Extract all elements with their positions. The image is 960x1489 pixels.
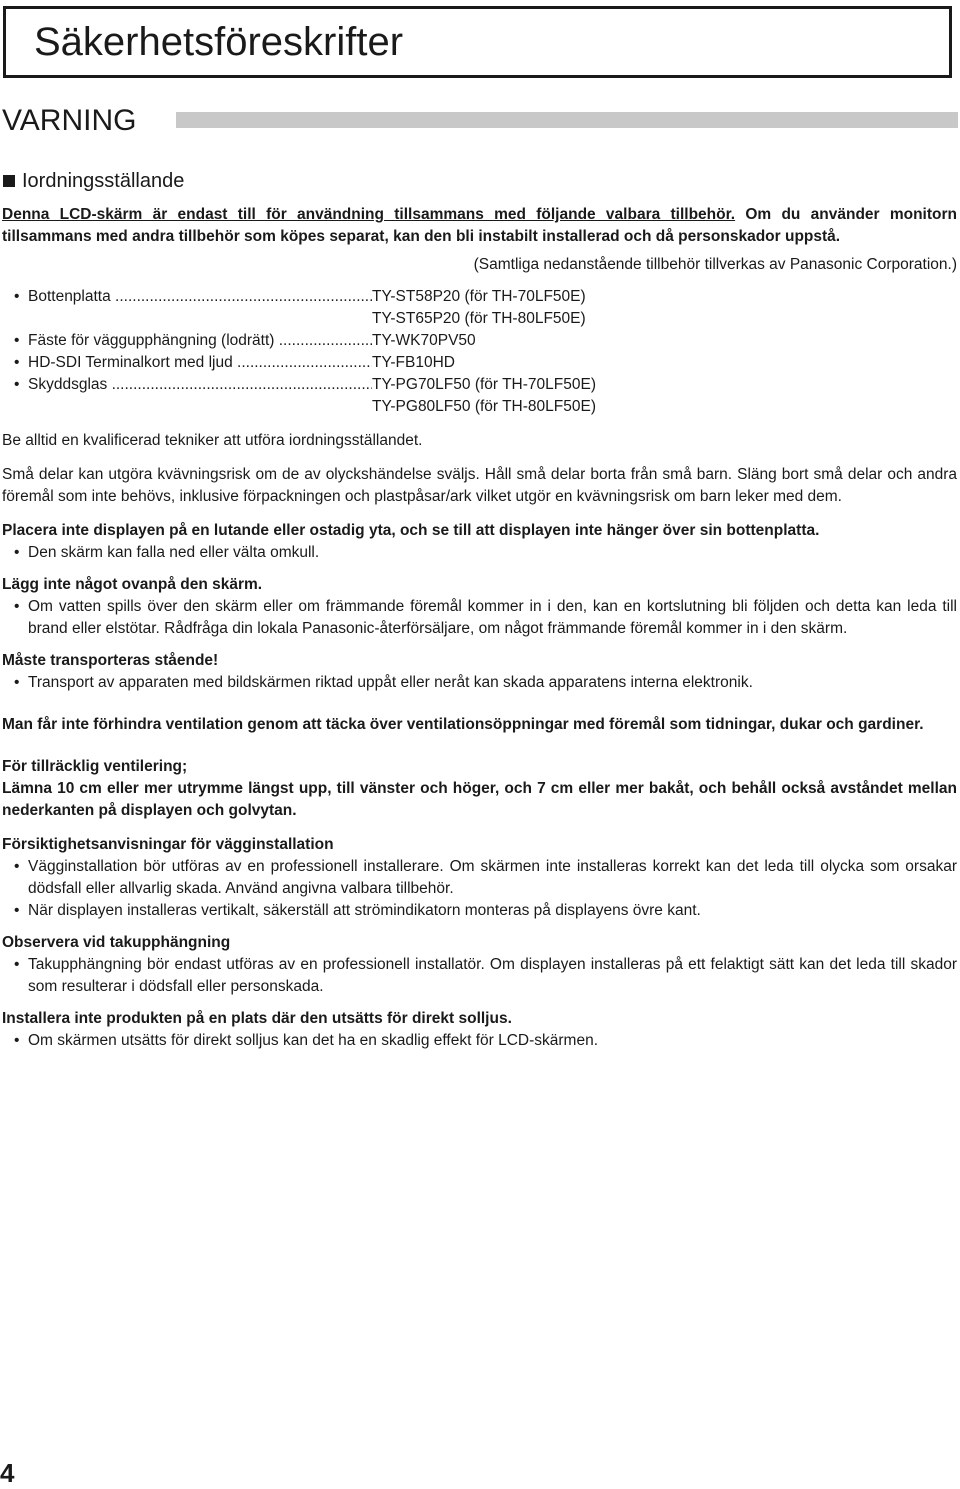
sun-bullet: • Om skärmen utsätts för direkt solljus kan det ha en skadlig effekt för LCD-skärmen. [2, 1030, 957, 1052]
ventilation-warning: Man får inte förhindra ventilation genom att täcka över ventilationsöppningar med föremål som tidningar, dukar och gardiner. [2, 716, 924, 733]
accessory-name [28, 308, 372, 330]
intro-underlined: Denna LCD-skärm är endast till för användning tillsammans med följande valbara tillbehör. [2, 206, 736, 223]
accessory-model: TY-ST65P20 (för TH-80LF50E) [372, 310, 586, 327]
ceiling-heading: Observera vid takupphängning [2, 934, 231, 951]
accessory-list [2, 286, 957, 418]
section-heading [2, 168, 957, 194]
accessory-name: Skyddsglas ..... [28, 374, 372, 396]
wall-bullet: • Vägginstallation bör utföras av en professionell installerare. Om skärmen inte installeras korrekt kan det leda till olycka som orsakar dödsfall eller allvarlig skada. Använd angivna valbara tillbehör. [2, 856, 957, 900]
sufficient-vent-heading: För tillräcklig ventilering; [2, 758, 188, 775]
intro-paragraph [2, 204, 957, 248]
ceiling-bullet: • Takupphängning bör endast utföras av en professionell installatör. Om displayen installeras på ett felaktigt sätt kan det leda till skador som resulterar i dödsfall eller personskada. [2, 954, 957, 998]
accessory-model: TY-PG80LF50 (för TH-80LF50E) [372, 398, 596, 415]
intro-rest: Om du använder monitorn tillsammans med andra tillbehör som köpes separat, kan den bli instabilt installerad och då personskador uppstå. [2, 206, 957, 245]
small-parts-warning: Små delar kan utgöra kvävningsrisk om de av olyckshändelse sväljs. Håll små delar borta från små barn. Släng bort små delar och andra föremål som inte behövs, inklusive förpackningen och plastpåsar/ark vilket utgör en kvävningsrisk om barn leker med dem. [2, 466, 957, 505]
accessory-row [2, 396, 957, 418]
accessory-name: HD-SDI Terminalkort med ljud ..... [28, 352, 372, 374]
accessory-row [2, 374, 957, 396]
title-box [3, 6, 952, 78]
accessory-row [2, 352, 957, 374]
page-title: Säkerhetsföreskrifter [34, 20, 404, 64]
accessory-model: TY-ST58P20 (för TH-70LF50E) [372, 288, 586, 305]
sufficient-vent-text: Lämna 10 cm eller mer utrymme längst upp, till vänster och höger, och 7 cm eller mer bakåt, och behåll också avståndet mellan nederkanten på displayen och golvytan. [2, 780, 957, 819]
accessory-row [2, 286, 957, 308]
sun-heading: Installera inte produkten på en plats där den utsätts för direkt solljus. [2, 1010, 512, 1027]
top-heading: Lägg inte något ovanpå den skärm. [2, 576, 263, 593]
manufacturer-note: (Samtliga nedanstående tillbehör tillverkas av Panasonic Corporation.) [473, 256, 957, 273]
accessory-name [28, 396, 372, 418]
page-number: 4 [0, 1458, 15, 1488]
transport-heading: Måste transporteras stående! [2, 652, 219, 669]
warning-label: VARNING [2, 104, 137, 137]
accessory-model: TY-WK70PV50 [372, 332, 476, 349]
warning-bar [176, 112, 958, 128]
top-bullet: • Om vatten spills över den skärm eller om främmande föremål kommer in i den, kan en kortslutning bli följden och detta kan leda till brand eller elstötar. Rådfråga din lokala Panasonic-återförsäljare, om något främmande föremål kommer in i den skärm. [2, 596, 957, 640]
accessory-model: TY-FB10HD [372, 354, 455, 371]
warning-header [0, 100, 960, 140]
accessory-row [2, 308, 957, 330]
section-heading-text: Iordningsställande [22, 170, 185, 192]
accessory-row [2, 330, 957, 352]
accessory-name: Bottenplatta ..... [28, 286, 372, 308]
wall-bullet: • När displayen installeras vertikalt, säkerställ att strömindikatorn monteras på displayens övre kant. [2, 900, 957, 922]
stand-bullet: • Den skärm kan falla ned eller välta omkull. [2, 542, 957, 564]
content [2, 168, 957, 1052]
qualified-tech-note: Be alltid en kvalificerad tekniker att utföra iordningsställandet. [2, 432, 423, 449]
accessory-name: Fäste för väggupphängning (lodrätt) ..... [28, 330, 372, 352]
wall-heading: Försiktighetsanvisningar för vägginstallation [2, 836, 334, 853]
stand-heading: Placera inte displayen på en lutande eller ostadig yta, och se till att displayen inte hänger över sin bottenplatta. [2, 522, 820, 539]
transport-bullet: • Transport av apparaten med bildskärmen riktad uppåt eller neråt kan skada apparatens interna elektronik. [2, 672, 957, 694]
accessory-model: TY-PG70LF50 (för TH-70LF50E) [372, 376, 596, 393]
square-bullet-icon [3, 175, 15, 187]
